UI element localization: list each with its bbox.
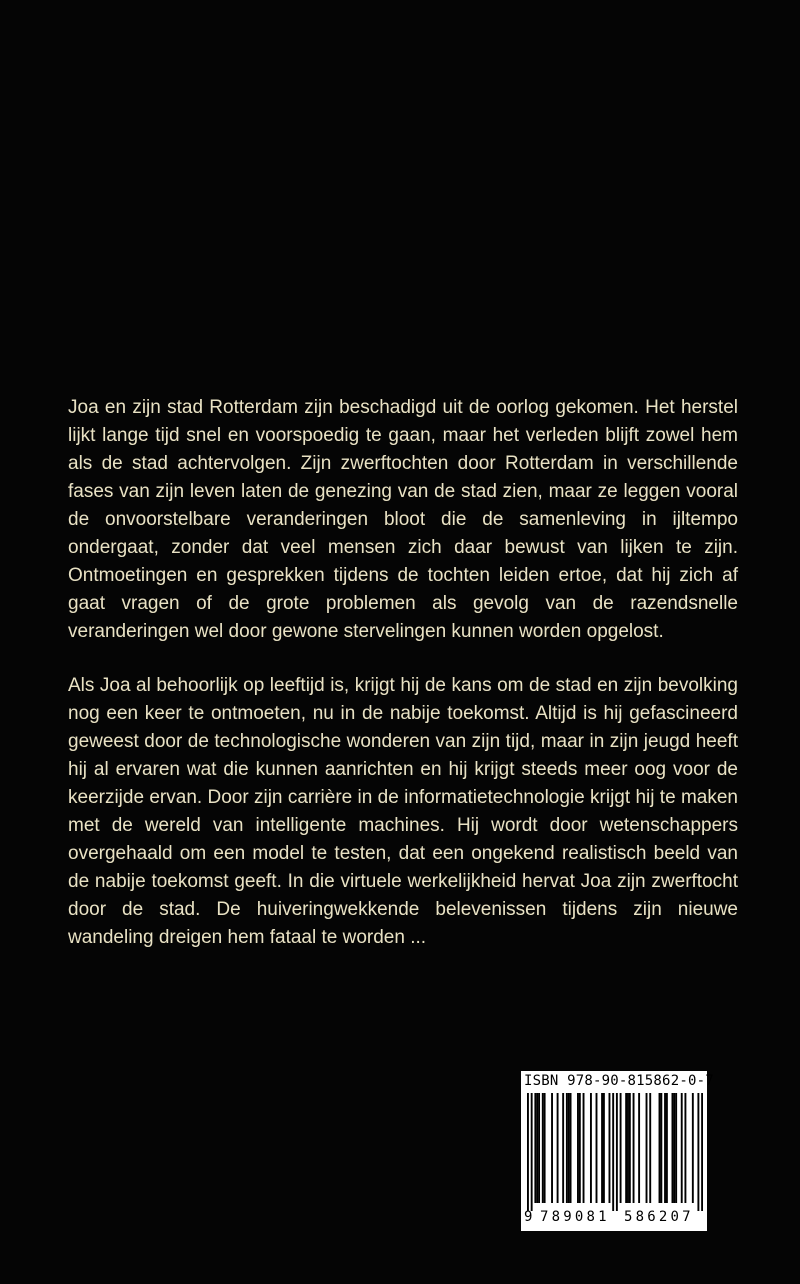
barcode-bar bbox=[659, 1093, 661, 1203]
barcode-bar bbox=[627, 1093, 629, 1203]
blurb-paragraph-2: Als Joa al behoorlijk op leeftijd is, krijgt hij de kans om de stad en zijn bevolking nog een keer te ontmoeten, nu in de nabije toekomst. Altijd is hij gefascineerd geweest door de technologische wonderen van zijn tijd, maar in zijn jeugd heeft hij al ervaren wat die kunnen aanrichten en hij krijgt steeds meer oog voor de keerzijde ervan. Door zijn carrière in de informatietechnologie krijgt hij te maken met de wereld van intelligente machines. Hij wordt door wetenschappers overgehaald om een model te testen, dat een ongekend realistisch beeld van de nabije toekomst geeft. In die virtuele werkelijkheid hervat Joa zijn zwerftocht door de stad. De huiveringwekkende belevenissen tijdens zijn nieuwe wandeling dreigen hem fataal te worden ... bbox=[68, 675, 738, 948]
barcode-bar bbox=[579, 1093, 581, 1203]
barcode-bar bbox=[583, 1093, 585, 1203]
barcode-bar bbox=[590, 1093, 592, 1203]
isbn-label: ISBN 978-90-815862-0-7 bbox=[524, 1073, 714, 1089]
blurb-paragraph-1: Joa en zijn stad Rotterdam zijn beschadigd uit de oorlog gekomen. Het herstel lijkt lange tijd snel en voorspoedig te gaan, maar het verleden blijft zowel hem als de stad achtervolgen. Zijn zwerftochten door Rotterdam in verschillende fases van zijn leven laten de genezing van de stad zien, maar ze leggen vooral de onvoorstelbare veranderingen bloot die de samenleving in ijltempo ondergaat, zonder dat veel mensen zich daar bewust van lijken te zijn. Ontmoetingen en gesprekken tijdens de tochten leiden ertoe, dat hij zich af gaat vragen of de grote problemen als gevolg van de razendsnelle veranderingen wel door gewone stervelingen kunnen worden opgelost. bbox=[68, 397, 738, 642]
barcode-bar bbox=[673, 1093, 675, 1203]
barcode-bar bbox=[633, 1093, 635, 1203]
barcode-bar bbox=[562, 1093, 564, 1203]
barcode-bar bbox=[534, 1093, 536, 1203]
barcode-bar bbox=[609, 1093, 611, 1203]
barcode-bar bbox=[675, 1093, 677, 1203]
barcode-digit-lead: 9 bbox=[524, 1209, 533, 1225]
barcode-bar bbox=[664, 1093, 666, 1203]
barcode-bar bbox=[542, 1093, 544, 1203]
barcode-bar bbox=[649, 1093, 651, 1203]
barcode-bar bbox=[596, 1093, 598, 1203]
barcode-bar bbox=[684, 1093, 686, 1203]
barcode-bar bbox=[570, 1093, 572, 1203]
barcode-bar bbox=[601, 1093, 603, 1203]
barcode-guard-bar bbox=[612, 1093, 614, 1211]
barcode-guard-bar bbox=[697, 1093, 699, 1211]
barcode-bar bbox=[577, 1093, 579, 1203]
barcode-digit-right-group: 586207 bbox=[624, 1209, 694, 1225]
barcode-guard-bar bbox=[616, 1093, 618, 1211]
barcode-bar bbox=[566, 1093, 568, 1203]
blurb-text bbox=[68, 394, 738, 952]
barcode-guard-bar bbox=[527, 1093, 529, 1211]
barcode-bar bbox=[568, 1093, 570, 1203]
barcode-bar bbox=[538, 1093, 540, 1203]
barcode-bar bbox=[672, 1093, 674, 1203]
barcode-bar bbox=[638, 1093, 640, 1203]
barcode-bar bbox=[660, 1093, 662, 1203]
barcode-digit-left-group: 789081 bbox=[540, 1209, 610, 1225]
barcode-bar bbox=[692, 1093, 694, 1203]
barcode-bar bbox=[646, 1093, 648, 1203]
barcode-bar bbox=[551, 1093, 553, 1203]
barcode-bar bbox=[544, 1093, 546, 1203]
barcode-bar bbox=[603, 1093, 605, 1203]
barcode-bar bbox=[629, 1093, 631, 1203]
isbn-barcode bbox=[521, 1071, 714, 1231]
barcode-bar bbox=[625, 1093, 627, 1203]
barcode-bar bbox=[557, 1093, 559, 1203]
barcode-guard-bar bbox=[531, 1093, 533, 1211]
barcode-bar bbox=[620, 1093, 622, 1203]
barcode-bar bbox=[536, 1093, 538, 1203]
barcode-guard-bar bbox=[701, 1093, 703, 1211]
barcode-bars bbox=[527, 1093, 703, 1211]
barcode-bar bbox=[666, 1093, 668, 1203]
barcode-bar bbox=[681, 1093, 683, 1203]
